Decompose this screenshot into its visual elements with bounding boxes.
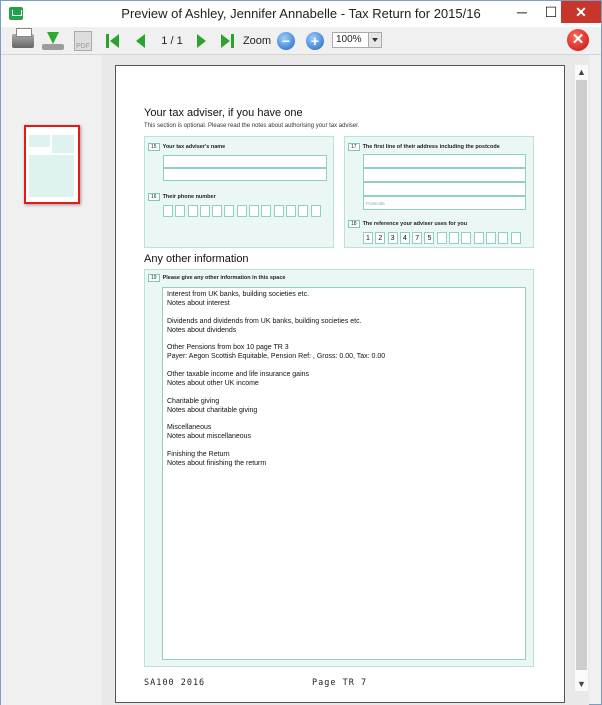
- footer-page-number: Page TR 7: [312, 678, 368, 688]
- zoom-value: 100%: [336, 34, 362, 45]
- adviser-heading: Your tax adviser, if you have one: [144, 107, 303, 119]
- first-page-button[interactable]: [101, 29, 123, 53]
- scroll-thumb[interactable]: [576, 80, 587, 670]
- scroll-down-arrow-icon[interactable]: ▼: [577, 679, 586, 689]
- box15-label: 15 Your tax adviser's name: [148, 143, 225, 151]
- info-line: Interest from UK banks, building societies etc.: [167, 291, 310, 298]
- info-line: [167, 335, 521, 344]
- printer-icon: [12, 34, 34, 48]
- zoom-in-button[interactable]: [302, 29, 328, 53]
- info-line: Charitable giving: [167, 397, 220, 405]
- postcode-placeholder: Postcode: [366, 201, 385, 206]
- info-line: Dividends and dividends from UK banks, building societies etc.: [167, 317, 362, 325]
- next-page-icon: [190, 32, 212, 50]
- previous-page-button[interactable]: [129, 29, 151, 53]
- toolbar: [1, 27, 601, 55]
- pdf-icon: [74, 31, 92, 51]
- adviser-panel-left: [144, 136, 334, 248]
- address-line-1[interactable]: [363, 154, 526, 168]
- info-line: Notes about dividends: [167, 326, 237, 334]
- thumbnail-pane: [1, 55, 101, 705]
- zoom-select[interactable]: [332, 32, 382, 48]
- adviser-note: This section is optional. Please read the notes about authorising your tax adviser.: [144, 123, 360, 129]
- info-line: Finishing the Return: [167, 451, 230, 459]
- info-line: Payer: Aegon Scottish Equitable, Pension Ref: , Gross: 0.00, Tax: 0.00: [167, 353, 386, 361]
- box17-label: 17 The first line of their address including the postcode: [348, 143, 500, 151]
- pdf-icon-label: PDF: [76, 43, 90, 50]
- print-button[interactable]: [10, 29, 36, 53]
- close-window-button[interactable]: ✕: [561, 1, 601, 23]
- save-button[interactable]: [39, 29, 67, 53]
- postcode-field[interactable]: [363, 196, 526, 210]
- other-info-text[interactable]: [162, 287, 526, 660]
- info-line: [167, 362, 521, 371]
- adviser-name-field-1[interactable]: [163, 155, 327, 168]
- previous-page-icon: [129, 32, 151, 50]
- info-line: Other Pensions from box 10 page TR 3: [167, 344, 289, 352]
- title-bar: [1, 1, 601, 27]
- last-page-icon: [217, 32, 239, 50]
- info-line: Notes about other UK income: [167, 379, 259, 387]
- other-info-heading: Any other information: [144, 253, 249, 265]
- phone-number-cells[interactable]: [163, 205, 323, 217]
- box19-label: 19 Please give any other information in this space: [148, 274, 285, 282]
- next-page-button[interactable]: [190, 29, 212, 53]
- page-thumbnail[interactable]: [24, 125, 80, 204]
- info-line: Notes about miscellaneous: [167, 433, 252, 441]
- last-page-button[interactable]: [217, 29, 239, 53]
- tax-return-page: [115, 65, 565, 703]
- window-title: Preview of Ashley, Jennifer Annabelle - Tax Return for 2015/16: [121, 6, 481, 21]
- minimize-button[interactable]: ─: [517, 4, 527, 20]
- page-counter: 1 / 1: [161, 35, 183, 47]
- info-line: [167, 309, 521, 318]
- address-line-3[interactable]: [363, 182, 526, 196]
- document-viewer: [101, 55, 589, 705]
- address-line-2[interactable]: [363, 168, 526, 182]
- first-page-icon: [101, 32, 123, 50]
- exit-button[interactable]: ✕: [567, 29, 589, 51]
- vertical-scrollbar[interactable]: [575, 65, 588, 691]
- zoom-in-icon: +: [306, 32, 324, 50]
- footer-form-code: SA100 2016: [144, 678, 206, 688]
- chevron-down-icon[interactable]: [368, 33, 381, 47]
- info-line: Miscellaneous: [167, 424, 212, 432]
- info-line: [167, 442, 521, 451]
- info-line: [167, 389, 521, 398]
- info-line: Notes about charitable giving: [167, 406, 258, 414]
- zoom-out-icon: −: [277, 32, 295, 50]
- adviser-panel-right: [344, 136, 534, 248]
- maximize-button[interactable]: ☐: [544, 4, 558, 20]
- info-line: Notes about interest: [167, 299, 230, 307]
- pdf-button[interactable]: [71, 29, 95, 53]
- scroll-up-arrow-icon[interactable]: ▲: [577, 67, 586, 77]
- adviser-name-field-2[interactable]: [163, 168, 327, 181]
- reference-cells[interactable]: 1 2 3 4 7 5: [363, 232, 523, 244]
- zoom-out-button[interactable]: [273, 29, 299, 53]
- box16-label: 16 Their phone number: [148, 193, 216, 201]
- zoom-label: Zoom: [242, 35, 272, 47]
- info-line: Notes about finishing the returm: [167, 459, 267, 467]
- info-line: Other taxable income and life insurance gains: [167, 371, 310, 379]
- box18-label: 18 The reference your adviser uses for you: [348, 220, 467, 228]
- download-icon: [42, 32, 64, 50]
- info-line: [167, 415, 521, 424]
